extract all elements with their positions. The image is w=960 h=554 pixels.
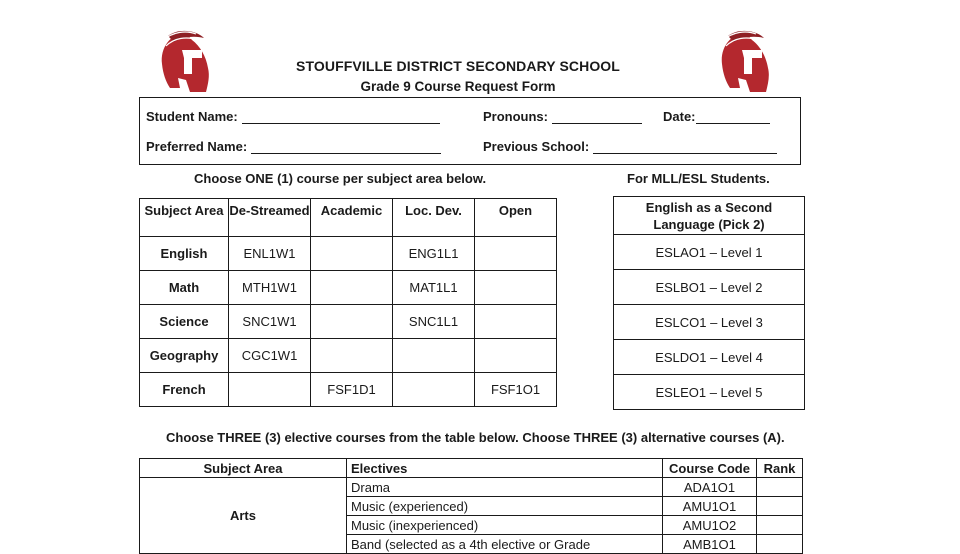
core-instructions: Choose ONE (1) course per subject area below.	[194, 171, 487, 186]
course-code: ADA1O1	[663, 478, 757, 497]
table-row	[614, 270, 805, 305]
esl-course-cell[interactable]: ESLCO1 – Level 3	[614, 305, 805, 340]
course-cell[interactable]	[393, 373, 475, 407]
course-cell[interactable]: SNC1L1	[393, 305, 475, 339]
rank-cell[interactable]	[757, 535, 803, 554]
form-title: Grade 9 Course Request Form	[360, 79, 556, 94]
esl-course-cell[interactable]: ESLDO1 – Level 4	[614, 340, 805, 375]
date-line[interactable]	[696, 112, 770, 124]
esl-instructions: For MLL/ESL Students.	[627, 171, 770, 186]
elective-name: Music (inexperienced)	[347, 516, 663, 535]
esl-courses-table	[613, 196, 805, 410]
header-loc-dev: Loc. Dev.	[393, 199, 475, 237]
course-cell[interactable]	[475, 339, 557, 373]
subject-cell: French	[140, 373, 229, 407]
preferred-name-label: Preferred Name:	[146, 139, 248, 154]
subject-cell: Science	[140, 305, 229, 339]
course-cell[interactable]	[475, 305, 557, 339]
course-cell[interactable]: MTH1W1	[229, 271, 311, 305]
table-row	[140, 305, 557, 339]
header-course-code: Course Code	[663, 459, 757, 478]
course-cell[interactable]: ENL1W1	[229, 237, 311, 271]
student-name-label: Student Name:	[146, 109, 238, 124]
elective-name: Band (selected as a 4th elective or Grade	[347, 535, 663, 554]
esl-course-cell[interactable]: ESLEO1 – Level 5	[614, 375, 805, 410]
student-name-line[interactable]	[242, 112, 440, 124]
core-courses-table	[139, 198, 557, 407]
course-cell[interactable]: MAT1L1	[393, 271, 475, 305]
subject-area-cell: Arts	[140, 478, 347, 554]
previous-school-field[interactable]	[483, 139, 777, 154]
header-rank: Rank	[757, 459, 803, 478]
esl-header: English as a Second Language (Pick 2)	[614, 197, 805, 235]
student-info-box	[139, 97, 801, 165]
header-subject-area: Subject Area	[140, 199, 229, 237]
course-cell[interactable]	[229, 373, 311, 407]
table-row	[614, 235, 805, 270]
esl-course-cell[interactable]: ESLAO1 – Level 1	[614, 235, 805, 270]
table-row	[140, 271, 557, 305]
school-name: STOUFFVILLE DISTRICT SECONDARY SCHOOL	[296, 58, 620, 74]
elective-name: Drama	[347, 478, 663, 497]
electives-instructions: Choose THREE (3) elective courses from the table below. Choose THREE (3) alternative courses (A).	[166, 430, 785, 445]
header-open: Open	[475, 199, 557, 237]
core-table-header	[140, 199, 557, 237]
table-row	[614, 340, 805, 375]
esl-course-cell[interactable]: ESLBO1 – Level 2	[614, 270, 805, 305]
table-row	[140, 339, 557, 373]
rank-cell[interactable]	[757, 497, 803, 516]
course-cell[interactable]	[393, 339, 475, 373]
elective-name: Music (experienced)	[347, 497, 663, 516]
header-subject-area: Subject Area	[140, 459, 347, 478]
course-cell[interactable]	[311, 271, 393, 305]
course-cell[interactable]	[311, 339, 393, 373]
course-cell[interactable]	[311, 237, 393, 271]
subject-cell: English	[140, 237, 229, 271]
table-row	[140, 237, 557, 271]
course-cell[interactable]: FSF1O1	[475, 373, 557, 407]
rank-cell[interactable]	[757, 516, 803, 535]
course-cell[interactable]	[311, 305, 393, 339]
pronouns-line[interactable]	[552, 112, 642, 124]
student-name-field[interactable]	[146, 109, 440, 124]
preferred-name-field[interactable]	[146, 139, 441, 154]
table-row	[140, 478, 803, 497]
subject-cell: Geography	[140, 339, 229, 373]
course-cell[interactable]	[475, 237, 557, 271]
electives-table-header	[140, 459, 803, 478]
table-row	[140, 373, 557, 407]
esl-table-header	[614, 197, 805, 235]
header-academic: Academic	[311, 199, 393, 237]
previous-school-label: Previous School:	[483, 139, 590, 154]
pronouns-field[interactable]	[483, 109, 642, 124]
header-de-streamed: De-Streamed	[229, 199, 311, 237]
electives-table	[139, 458, 803, 554]
course-code: AMB1O1	[663, 535, 757, 554]
table-row	[614, 375, 805, 410]
course-cell[interactable]	[475, 271, 557, 305]
table-row	[614, 305, 805, 340]
preferred-name-line[interactable]	[251, 142, 441, 154]
previous-school-line[interactable]	[593, 142, 777, 154]
course-code: AMU1O1	[663, 497, 757, 516]
course-cell[interactable]: ENG1L1	[393, 237, 475, 271]
course-cell[interactable]: FSF1D1	[311, 373, 393, 407]
pronouns-label: Pronouns:	[483, 109, 548, 124]
course-code: AMU1O2	[663, 516, 757, 535]
date-field[interactable]	[663, 109, 770, 124]
subject-cell: Math	[140, 271, 229, 305]
date-label: Date:	[663, 109, 696, 124]
header-electives: Electives	[347, 459, 663, 478]
course-cell[interactable]: SNC1W1	[229, 305, 311, 339]
course-cell[interactable]: CGC1W1	[229, 339, 311, 373]
rank-cell[interactable]	[757, 478, 803, 497]
